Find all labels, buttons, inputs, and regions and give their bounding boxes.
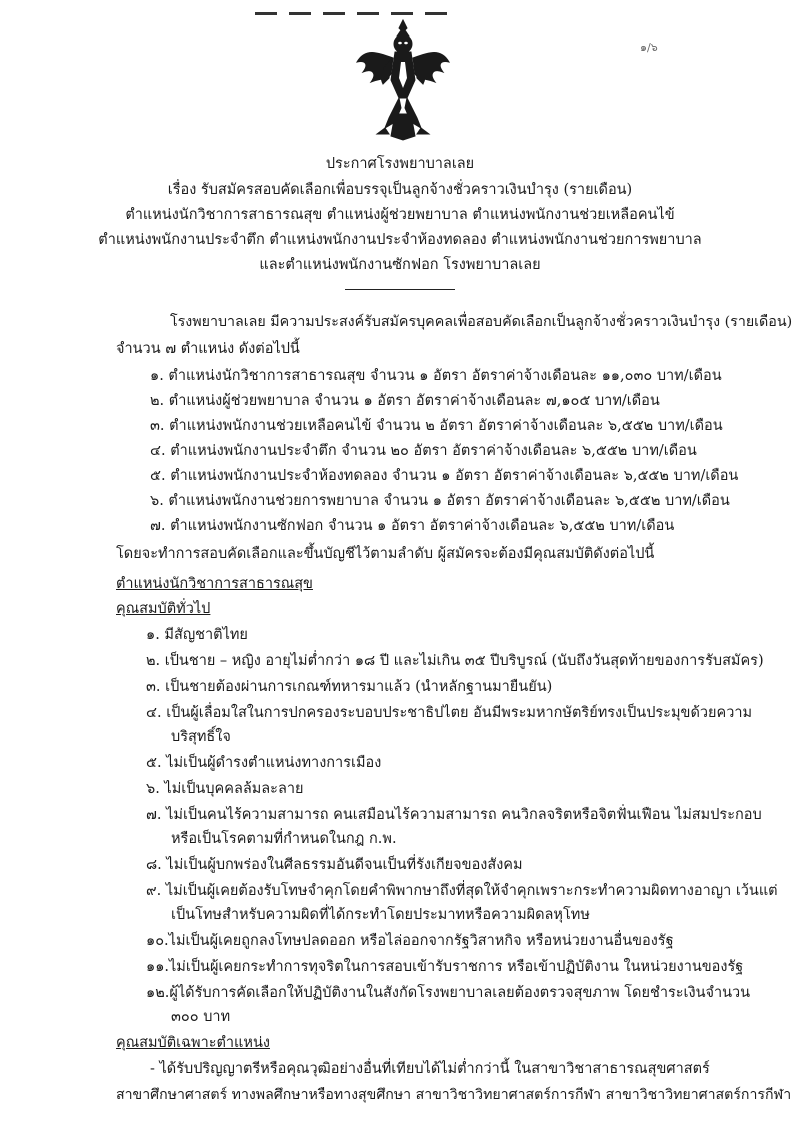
qualification-item-continued: เป็นโทษสำหรับความผิดที่ได้กระทำโดยประมาทหรือความผิดลหุโทษ [171, 907, 590, 923]
qualification-item: ๑๒.ผู้ได้รับการคัดเลือกให้ปฏิบัติงานในสังกัดโรงพยาบาลเลยต้องตรวจสุขภาพ โดยชำระเงินจำนวน [146, 985, 751, 1001]
qualification-item-continued: หรือเป็นโรคตามที่กำหนดในกฎ ก.พ. [171, 831, 397, 847]
position-item: ๗. ตำแหน่งพนักงานซักฟอก จำนวน ๑ อัตรา อัตราค่าจ้างเดือนละ ๖,๕๕๒ บาท/เดือน [150, 518, 675, 534]
garuda-emblem-icon [355, 18, 451, 142]
qualification-item: ๑๑.ไม่เป็นผู้เคยกระทำการทุจริตในการสอบเข้ารับราชการ หรือเข้าปฏิบัติงาน ในหน่วยงานของรัฐ [146, 959, 744, 975]
qualification-item: ๕. ไม่เป็นผู้ดำรงตำแหน่งทางการเมือง [146, 755, 382, 771]
position-item: ๓. ตำแหน่งพนักงานช่วยเหลือคนไข้ จำนวน ๒ อัตรา อัตราค่าจ้างเดือนละ ๖,๕๕๒ บาท/เดือน [150, 418, 723, 434]
qualification-item-continued: บริสุทธิ์ใจ [171, 729, 231, 745]
qualification-item: ๙. ไม่เป็นผู้เคยต้องรับโทษจำคุกโดยคำพิพากษาถึงที่สุดให้จำคุกเพราะกระทำความผิดทางอาญา เว้นแต่ [146, 883, 778, 899]
qualification-item: ๗. ไม่เป็นคนไร้ความสามารถ คนเสมือนไร้ความสามารถ คนวิกลจริตหรือจิตฟั่นเฟือน ไม่สมประกอบ [146, 807, 762, 823]
qualification-item-continued: ๓๐๐ บาท [171, 1009, 231, 1025]
qualification-item: ๑. มีสัญชาติไทย [146, 627, 248, 643]
qualification-item: ๒. เป็นชาย – หญิง อายุไม่ต่ำกว่า ๑๘ ปี และไม่เกิน ๓๕ ปีบริบูรณ์ (นับถึงวันสุดท้ายของการรับสมัคร) [146, 653, 764, 669]
position-item: ๑. ตำแหน่งนักวิชาการสาธารณสุข จำนวน ๑ อัตรา อัตราค่าจ้างเดือนละ ๑๑,๐๓๐ บาท/เดือน [150, 368, 722, 384]
subject-line-1: เรื่อง รับสมัครสอบคัดเลือกเพื่อบรรจุเป็นลูกจ้างชั่วคราวเงินบำรุง (รายเดือน) [167, 182, 633, 198]
specific-qualification-line: - ได้รับปริญญาตรีหรือคุณวุฒิอย่างอื่นที่เทียบได้ไม่ต่ำกว่านี้ ในสาขาวิชาสาธารณสุขศาสตร์ [150, 1061, 710, 1077]
subject-line-3: ตำแหน่งพนักงานประจำตึก ตำแหน่งพนักงานประจำห้องทดลอง ตำแหน่งพนักงานช่วยการพยาบาล [98, 232, 702, 248]
general-qualifications-heading: คุณสมบัติทั่วไป [116, 601, 211, 617]
section-heading: ตำแหน่งนักวิชาการสาธารณสุข [116, 576, 313, 592]
qualification-item: ๑๐.ไม่เป็นผู้เคยถูกลงโทษปลดออก หรือไล่ออกจากรัฐวิสาหกิจ หรือหน่วยงานอื่นของรัฐ [146, 933, 674, 949]
qualification-item: ๓. เป็นชายต้องผ่านการเกณฑ์ทหารมาแล้ว (นำหลักฐานมายืนยัน) [146, 679, 553, 695]
position-item: ๒. ตำแหน่งผู้ช่วยพยาบาล จำนวน ๑ อัตรา อัตราค่าจ้างเดือนละ ๗,๑๐๕ บาท/เดือน [150, 393, 660, 409]
position-item: ๕. ตำแหน่งพนักงานประจำห้องทดลอง จำนวน ๑ อัตรา อัตราค่าจ้างเดือนละ ๖,๕๕๒ บาท/เดือน [150, 468, 739, 484]
position-item: ๖. ตำแหน่งพนักงานช่วยการพยาบาล จำนวน ๑ อัตรา อัตราค่าจ้างเดือนละ ๖,๕๕๒ บาท/เดือน [150, 493, 730, 509]
scan-artifact [255, 0, 459, 4]
subject-line-4: และตำแหน่งพนักงานซักฟอก โรงพยาบาลเลย [259, 257, 541, 273]
specific-qualifications-heading: คุณสมบัติเฉพาะตำแหน่ง [116, 1035, 270, 1051]
specific-qualification-line: สาขาศึกษาศาสตร์ ทางพลศึกษาหรือทางสุขศึกษา สาขาวิชาวิทยาศาสตร์การกีฬา สาขาวิชาวิทยาศาสตร์การกีฬา [116, 1087, 792, 1103]
selection-note: โดยจะทำการสอบคัดเลือกและขึ้นบัญชีไว้ตามลำดับ ผู้สมัครจะต้องมีคุณสมบัติดังต่อไปนี้ [116, 546, 655, 562]
qualification-item: ๖. ไม่เป็นบุคคลล้มละลาย [146, 781, 304, 797]
intro-line-2: จำนวน ๗ ตำแหน่ง ดังต่อไปนี้ [116, 341, 300, 357]
subject-line-2: ตำแหน่งนักวิชาการสาธารณสุข ตำแหน่งผู้ช่วยพยาบาล ตำแหน่งพนักงานช่วยเหลือคนไข้ [125, 207, 675, 223]
title-divider [345, 289, 455, 290]
page-mark: ๑/๖ [640, 41, 658, 54]
intro-line-1: โรงพยาบาลเลย มีความประสงค์รับสมัครบุคคลเพื่อสอบคัดเลือกเป็นลูกจ้างชั่วคราวเงินบำรุง (รายเดือน) [170, 314, 793, 330]
qualification-item: ๔. เป็นผู้เลื่อมใสในการปกครองระบอบประชาธิปไตย อันมีพระมหากษัตริย์ทรงเป็นประมุขด้วยความ [146, 705, 753, 721]
position-item: ๔. ตำแหน่งพนักงานประจำตึก จำนวน ๒๐ อัตรา อัตราค่าจ้างเดือนละ ๖,๕๕๒ บาท/เดือน [150, 443, 697, 459]
qualification-item: ๘. ไม่เป็นผู้บกพร่องในศีลธรรมอันดีจนเป็นที่รังเกียจของสังคม [146, 857, 523, 873]
announcement-title: ประกาศโรงพยาบาลเลย [325, 156, 475, 172]
